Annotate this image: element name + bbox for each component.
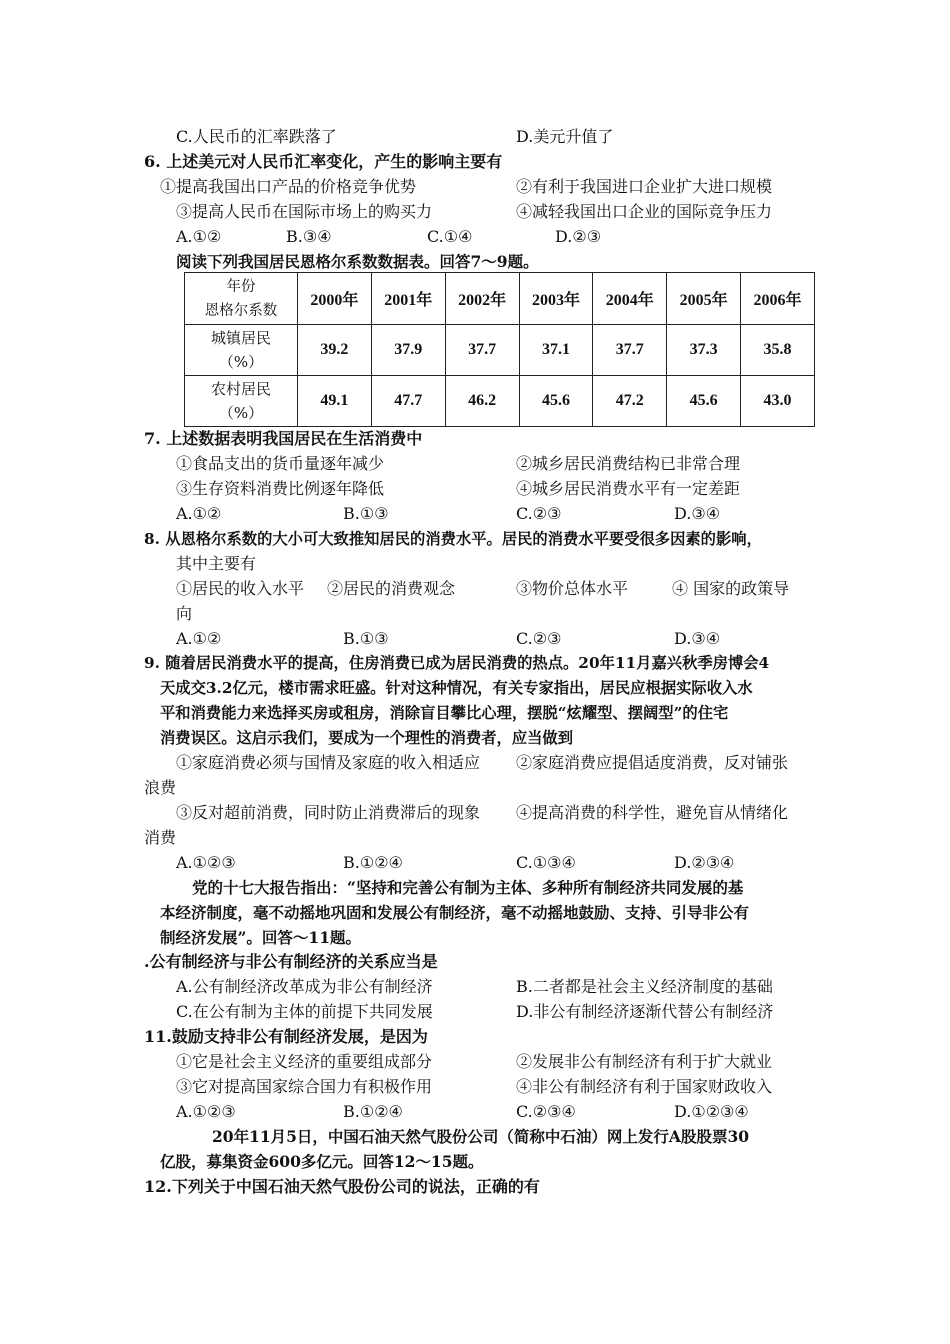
q6-choice-a: A.①②: [176, 227, 222, 246]
q8-choice-d: D.③④: [674, 629, 721, 648]
q11-item-2: ②发展非公有制经济有利于扩大就业: [516, 1052, 773, 1071]
table-cell: 37.7: [593, 325, 667, 376]
q9-choice-b: B.①②④: [343, 853, 403, 872]
q6-choice-c: C.①④: [427, 227, 473, 246]
q11-item-4: ④非公有制经济有利于国家财政收入: [516, 1077, 773, 1096]
q6-item-3: ③提高人民币在国际市场上的购买力: [176, 202, 433, 221]
q11-choice-b: B.①②④: [343, 1102, 403, 1121]
q7-item-3: ③生存资料消费比例逐年降低: [176, 479, 385, 498]
q9-stem-line-2: 天成交3.2亿元，楼市需求旺盛。针对这种情况，有关专家指出，居民应根据实际收入水: [160, 679, 753, 697]
row-unit: （%）: [218, 404, 264, 422]
q10-stem: .公有制经济与非公有制经济的关系应当是: [144, 952, 438, 971]
year-header: 2001年: [371, 273, 445, 325]
table-cell: 43.0: [741, 376, 815, 427]
row-label: 城镇居民: [210, 329, 271, 347]
q7-choice-d: D.③④: [674, 504, 721, 523]
table-cell: 45.6: [519, 376, 593, 427]
q11-choice-c: C.②③④: [516, 1102, 576, 1121]
q5-option-c: C.人民币的汇率跌落了: [176, 127, 337, 146]
q7-choice-b: B.①③: [343, 504, 389, 523]
q5-option-d: D.美元升值了: [516, 127, 614, 146]
q10-choice-c: C.在公有制为主体的前提下共同发展: [176, 1002, 433, 1021]
q9-item-4: ④提高消费的科学性，避免盲从情绪化: [516, 803, 789, 822]
q10-choice-a: A.公有制经济改革成为非公有制经济: [176, 977, 433, 996]
intro-10-11-line-1: 党的十七大报告指出：“坚持和完善公有制为主体、多种所有制经济共同发展的基: [192, 878, 744, 897]
q9-choice-c: C.①③④: [516, 853, 576, 872]
engel-coefficient-table: [184, 272, 815, 427]
corner-year-label: 年份: [226, 278, 256, 295]
table-cell: 49.1: [298, 376, 372, 427]
q6-item-2: ②有利于我国进口企业扩大进口规模: [516, 177, 773, 196]
q10-choice-b: B.二者都是社会主义经济制度的基础: [516, 977, 773, 996]
q8-choice-c: C.②③: [516, 629, 562, 648]
row-header-urban: [185, 325, 298, 376]
intro-7-9: 阅读下列我国居民恩格尔系数数据表。回答7～9题。: [176, 252, 539, 271]
q9-item-4-wrap: 消费: [144, 828, 177, 847]
table-cell: 35.8: [741, 325, 815, 376]
year-header: 2004年: [593, 273, 667, 325]
q8-choice-b: B.①③: [343, 629, 389, 648]
table-row: [185, 376, 815, 427]
year-header: 2003年: [519, 273, 593, 325]
row-unit: （%）: [218, 353, 264, 371]
table-cell: 47.2: [593, 376, 667, 427]
q6-item-1: ①提高我国出口产品的价格竞争优势: [160, 177, 417, 196]
table-cell: 37.9: [371, 325, 445, 376]
intro-10-11-line-3: 制经济发展”。回答～11题。: [160, 928, 361, 947]
row-label: 农村居民: [210, 380, 271, 398]
table-cell: 37.7: [445, 325, 519, 376]
q9-stem-line-1: 9. 随着居民消费水平的提高，住房消费已成为居民消费的热点。20年11月嘉兴秋季房博会4: [144, 654, 770, 672]
q8-item-2: ②居民的消费观念: [327, 579, 456, 598]
row-header-rural: [185, 376, 298, 427]
intro-10-11-line-2: 本经济制度，毫不动摇地巩固和发展公有制经济，毫不动摇地鼓励、支持、引导非公有: [160, 903, 750, 922]
q12-stem: 12.下列关于中国石油天然气股份公司的说法，正确的有: [144, 1177, 540, 1196]
q10-choice-d: D.非公有制经济逐渐代替公有制经济: [516, 1002, 774, 1021]
q8-item-4-wrap: 向: [176, 604, 193, 623]
table-cell: 37.3: [667, 325, 741, 376]
corner-engel-label: 恩格尔系数: [204, 302, 278, 319]
q9-item-2: ②家庭消费应提倡适度消费，反对铺张: [516, 753, 789, 772]
q11-item-1: ①它是社会主义经济的重要组成部分: [176, 1052, 433, 1071]
q11-choice-a: A.①②③: [176, 1102, 236, 1121]
q8-item-4: ④ 国家的政策导: [672, 579, 790, 598]
table-cell: 39.2: [298, 325, 372, 376]
q9-item-2-wrap: 浪费: [144, 778, 177, 797]
q8-item-3: ③物价总体水平: [516, 579, 629, 598]
year-header: 2002年: [445, 273, 519, 325]
q7-item-2: ②城乡居民消费结构已非常合理: [516, 454, 741, 473]
q9-stem-line-4: 消费误区。这启示我们，要成为一个理性的消费者，应当做到: [160, 729, 574, 747]
table-row: [185, 325, 815, 376]
q11-item-3: ③它对提高国家综合国力有积极作用: [176, 1077, 433, 1096]
q8-item-1: ①居民的收入水平: [176, 579, 305, 598]
table-corner-cell: [185, 273, 298, 325]
year-header: 2005年: [667, 273, 741, 325]
table-cell: 47.7: [371, 376, 445, 427]
q8-choice-a: A.①②: [176, 629, 222, 648]
q6-choice-b: B.③④: [286, 227, 332, 246]
table-cell: 46.2: [445, 376, 519, 427]
intro-12-15-line-2: 亿股，募集资金600多亿元。回答12～15题。: [160, 1152, 484, 1171]
q7-item-4: ④城乡居民消费水平有一定差距: [516, 479, 741, 498]
q9-choice-a: A.①②③: [176, 853, 236, 872]
q7-choice-c: C.②③: [516, 504, 562, 523]
q6-stem: 6. 上述美元对人民币汇率变化，产生的影响主要有: [144, 152, 503, 171]
q9-choice-d: D.②③④: [674, 853, 735, 872]
table-cell: 37.1: [519, 325, 593, 376]
q6-item-4: ④减轻我国出口企业的国际竞争压力: [516, 202, 773, 221]
q9-item-3: ③反对超前消费，同时防止消费滞后的现象: [176, 803, 481, 822]
q8-stem-line-1: 8. 从恩格尔系数的大小可大致推知居民的消费水平。居民的消费水平要受很多因素的影响，: [144, 530, 762, 548]
q11-stem: 11.鼓励支持非公有制经济发展，是因为: [144, 1027, 428, 1046]
intro-12-15-line-1: 20年11月5日，中国石油天然气股份公司（简称中石油）网上发行A股股票30: [212, 1127, 750, 1146]
year-header: 2006年: [741, 273, 815, 325]
year-header: 2000年: [298, 273, 372, 325]
q11-choice-d: D.①②③④: [674, 1102, 749, 1121]
q7-item-1: ①食品支出的货币量逐年减少: [176, 454, 385, 473]
q9-stem-line-3: 平和消费能力来选择买房或租房，消除盲目攀比心理，摆脱“炫耀型、摆阔型”的住宅: [160, 704, 729, 722]
q7-stem: 7. 上述数据表明我国居民在生活消费中: [144, 429, 423, 448]
q8-stem-line-2: 其中主要有: [176, 554, 257, 573]
q6-choice-d: D.②③: [555, 227, 602, 246]
table-cell: 45.6: [667, 376, 741, 427]
q9-item-1: ①家庭消费必须与国情及家庭的收入相适应: [176, 753, 481, 772]
q7-choice-a: A.①②: [176, 504, 222, 523]
